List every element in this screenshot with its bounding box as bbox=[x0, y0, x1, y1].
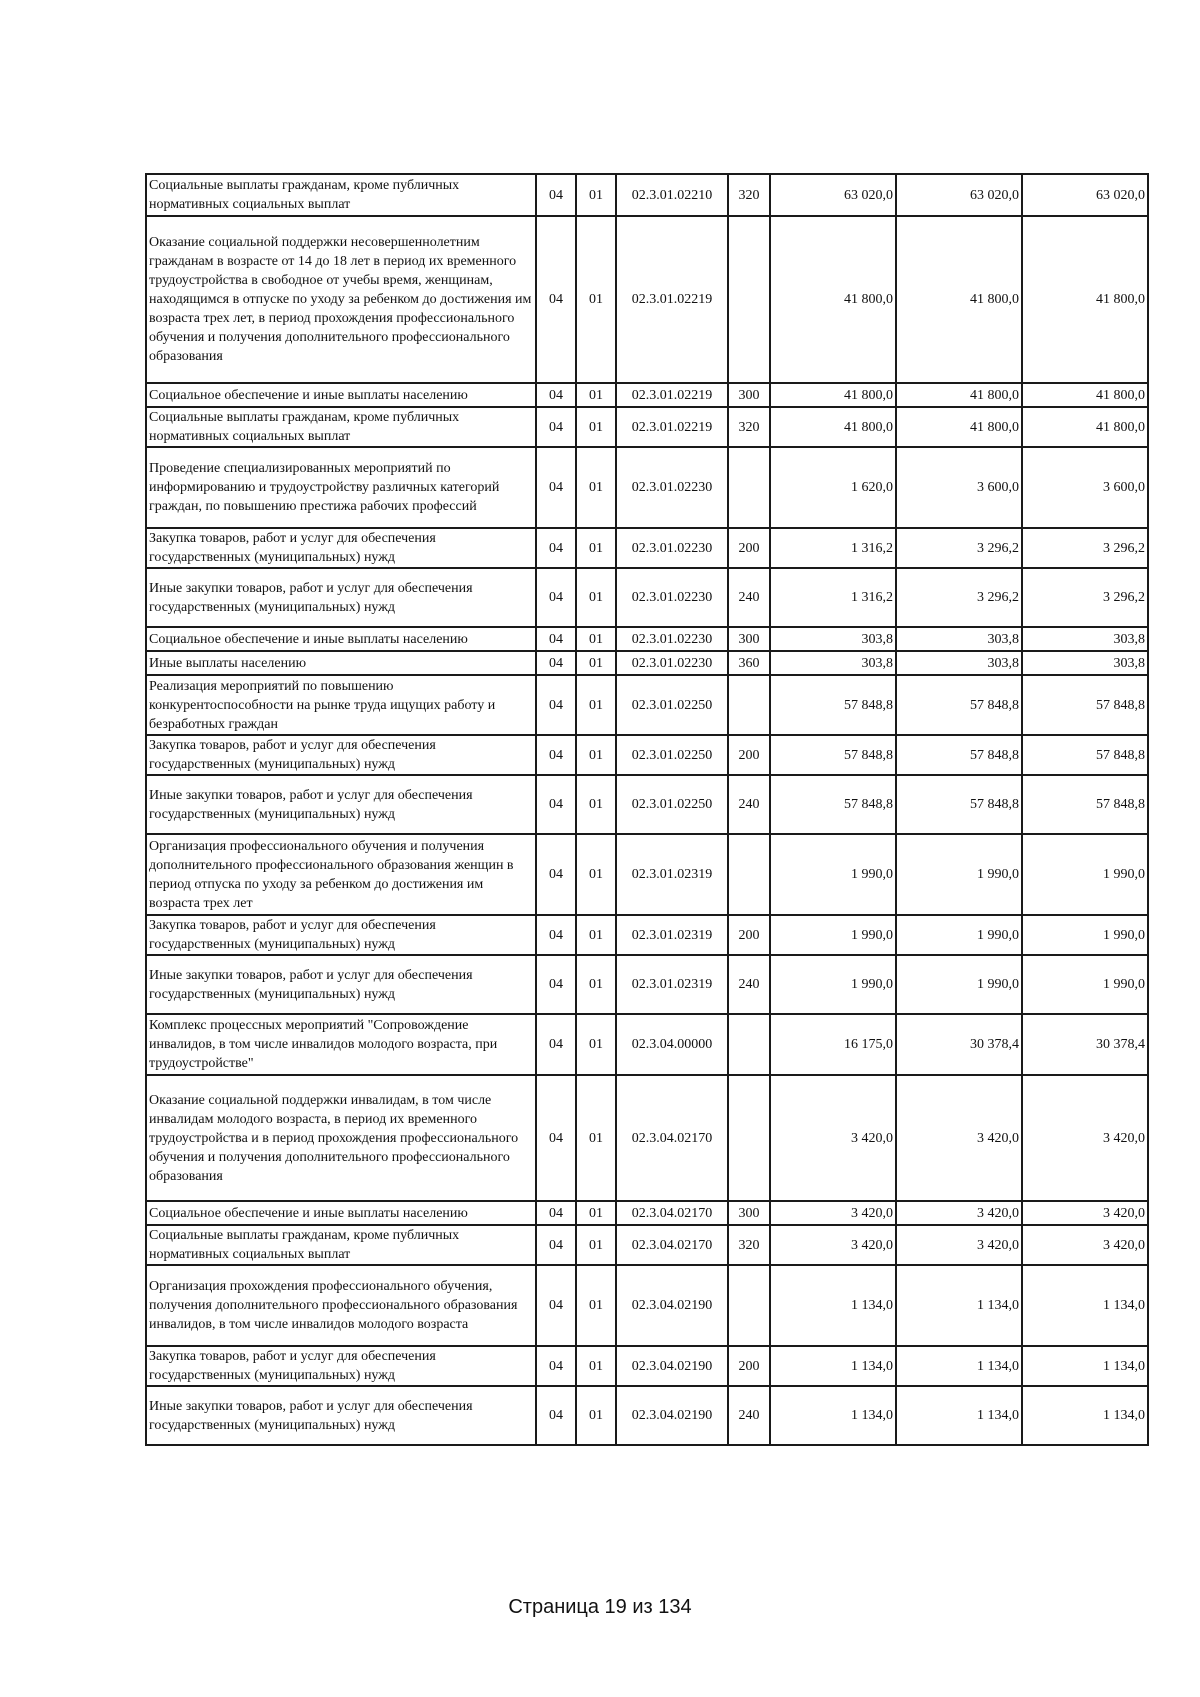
row-section: 04 bbox=[536, 1265, 576, 1346]
row-amount-1: 41 800,0 bbox=[770, 216, 896, 383]
row-target-code: 02.3.04.02190 bbox=[616, 1386, 728, 1445]
row-section: 04 bbox=[536, 1014, 576, 1075]
row-subsection: 01 bbox=[576, 174, 616, 216]
row-expense-type: 200 bbox=[728, 735, 770, 775]
row-amount-3: 41 800,0 bbox=[1022, 383, 1148, 407]
row-name: Реализация мероприятий по повышению конкурентоспособности на рынке труда ищущих работу и безработных граждан bbox=[146, 675, 536, 735]
row-expense-type bbox=[728, 675, 770, 735]
row-amount-1: 57 848,8 bbox=[770, 775, 896, 834]
table-row bbox=[146, 955, 1148, 1014]
row-expense-type: 320 bbox=[728, 1225, 770, 1265]
row-expense-type bbox=[728, 1014, 770, 1075]
table-row bbox=[146, 1346, 1148, 1386]
row-target-code: 02.3.04.02190 bbox=[616, 1346, 728, 1386]
row-name: Закупка товаров, работ и услуг для обеспечения государственных (муниципальных) нужд bbox=[146, 1346, 536, 1386]
budget-table-body bbox=[146, 174, 1148, 1445]
row-section: 04 bbox=[536, 1201, 576, 1225]
row-amount-1: 1 134,0 bbox=[770, 1265, 896, 1346]
row-amount-2: 3 296,2 bbox=[896, 528, 1022, 568]
row-target-code: 02.3.01.02210 bbox=[616, 174, 728, 216]
row-amount-1: 1 620,0 bbox=[770, 447, 896, 528]
row-amount-2: 1 990,0 bbox=[896, 915, 1022, 955]
row-amount-2: 57 848,8 bbox=[896, 735, 1022, 775]
row-amount-3: 3 600,0 bbox=[1022, 447, 1148, 528]
row-section: 04 bbox=[536, 407, 576, 447]
row-expense-type: 300 bbox=[728, 627, 770, 651]
row-expense-type bbox=[728, 1075, 770, 1201]
row-amount-3: 3 420,0 bbox=[1022, 1075, 1148, 1201]
row-amount-2: 3 296,2 bbox=[896, 568, 1022, 627]
row-expense-type: 240 bbox=[728, 1386, 770, 1445]
table-row bbox=[146, 775, 1148, 834]
row-amount-3: 57 848,8 bbox=[1022, 675, 1148, 735]
row-subsection: 01 bbox=[576, 216, 616, 383]
row-subsection: 01 bbox=[576, 1386, 616, 1445]
row-subsection: 01 bbox=[576, 1014, 616, 1075]
row-section: 04 bbox=[536, 1225, 576, 1265]
row-expense-type bbox=[728, 216, 770, 383]
row-subsection: 01 bbox=[576, 447, 616, 528]
row-section: 04 bbox=[536, 627, 576, 651]
row-amount-3: 63 020,0 bbox=[1022, 174, 1148, 216]
row-amount-1: 303,8 bbox=[770, 651, 896, 675]
row-amount-1: 57 848,8 bbox=[770, 675, 896, 735]
row-amount-3: 1 990,0 bbox=[1022, 915, 1148, 955]
row-expense-type: 240 bbox=[728, 775, 770, 834]
row-amount-2: 41 800,0 bbox=[896, 383, 1022, 407]
row-amount-2: 41 800,0 bbox=[896, 407, 1022, 447]
row-amount-2: 3 600,0 bbox=[896, 447, 1022, 528]
row-amount-1: 57 848,8 bbox=[770, 735, 896, 775]
row-amount-1: 303,8 bbox=[770, 627, 896, 651]
row-amount-3: 57 848,8 bbox=[1022, 775, 1148, 834]
row-section: 04 bbox=[536, 528, 576, 568]
table-row bbox=[146, 407, 1148, 447]
row-amount-2: 63 020,0 bbox=[896, 174, 1022, 216]
row-name: Организация прохождения профессионального обучения, получения дополнительного профессионального образования инвалидов, в том числе инвалидов молодого возраста bbox=[146, 1265, 536, 1346]
row-amount-3: 303,8 bbox=[1022, 651, 1148, 675]
row-amount-2: 1 134,0 bbox=[896, 1386, 1022, 1445]
row-subsection: 01 bbox=[576, 1201, 616, 1225]
row-expense-type: 320 bbox=[728, 174, 770, 216]
table-row bbox=[146, 568, 1148, 627]
budget-table bbox=[145, 173, 1149, 1446]
row-amount-1: 1 990,0 bbox=[770, 955, 896, 1014]
row-subsection: 01 bbox=[576, 775, 616, 834]
row-target-code: 02.3.01.02230 bbox=[616, 627, 728, 651]
table-row bbox=[146, 447, 1148, 528]
row-section: 04 bbox=[536, 735, 576, 775]
row-target-code: 02.3.01.02250 bbox=[616, 735, 728, 775]
row-amount-1: 3 420,0 bbox=[770, 1075, 896, 1201]
row-amount-2: 3 420,0 bbox=[896, 1201, 1022, 1225]
table-row bbox=[146, 1201, 1148, 1225]
row-target-code: 02.3.01.02219 bbox=[616, 216, 728, 383]
row-amount-3: 303,8 bbox=[1022, 627, 1148, 651]
row-expense-type: 300 bbox=[728, 1201, 770, 1225]
row-section: 04 bbox=[536, 1386, 576, 1445]
row-amount-1: 16 175,0 bbox=[770, 1014, 896, 1075]
row-amount-3: 3 296,2 bbox=[1022, 568, 1148, 627]
row-subsection: 01 bbox=[576, 651, 616, 675]
row-subsection: 01 bbox=[576, 528, 616, 568]
row-section: 04 bbox=[536, 915, 576, 955]
row-name: Иные закупки товаров, работ и услуг для обеспечения государственных (муниципальных) нужд bbox=[146, 955, 536, 1014]
row-amount-3: 1 990,0 bbox=[1022, 955, 1148, 1014]
row-expense-type: 320 bbox=[728, 407, 770, 447]
row-target-code: 02.3.01.02319 bbox=[616, 834, 728, 915]
row-expense-type: 200 bbox=[728, 528, 770, 568]
row-target-code: 02.3.04.00000 bbox=[616, 1014, 728, 1075]
table-row bbox=[146, 1075, 1148, 1201]
row-amount-3: 41 800,0 bbox=[1022, 407, 1148, 447]
page-number: Страница 19 из 134 bbox=[508, 1596, 692, 1618]
row-amount-1: 3 420,0 bbox=[770, 1201, 896, 1225]
row-section: 04 bbox=[536, 834, 576, 915]
table-row bbox=[146, 174, 1148, 216]
row-expense-type: 240 bbox=[728, 955, 770, 1014]
row-expense-type: 360 bbox=[728, 651, 770, 675]
row-target-code: 02.3.04.02170 bbox=[616, 1201, 728, 1225]
row-amount-3: 57 848,8 bbox=[1022, 735, 1148, 775]
row-target-code: 02.3.01.02230 bbox=[616, 651, 728, 675]
row-name: Иные закупки товаров, работ и услуг для обеспечения государственных (муниципальных) нужд bbox=[146, 1386, 536, 1445]
row-name: Закупка товаров, работ и услуг для обеспечения государственных (муниципальных) нужд bbox=[146, 528, 536, 568]
row-target-code: 02.3.01.02230 bbox=[616, 447, 728, 528]
table-row bbox=[146, 383, 1148, 407]
row-name: Закупка товаров, работ и услуг для обеспечения государственных (муниципальных) нужд bbox=[146, 735, 536, 775]
table-row bbox=[146, 1386, 1148, 1445]
row-subsection: 01 bbox=[576, 834, 616, 915]
row-amount-3: 3 420,0 bbox=[1022, 1225, 1148, 1265]
table-row bbox=[146, 675, 1148, 735]
row-name: Социальные выплаты гражданам, кроме публичных нормативных социальных выплат bbox=[146, 407, 536, 447]
row-subsection: 01 bbox=[576, 407, 616, 447]
row-name: Организация профессионального обучения и получения дополнительного профессионального образования женщин в период отпуска по уходу за ребенком до достижения им возраста трех лет bbox=[146, 834, 536, 915]
table-row bbox=[146, 651, 1148, 675]
row-amount-3: 3 420,0 bbox=[1022, 1201, 1148, 1225]
row-amount-2: 1 990,0 bbox=[896, 834, 1022, 915]
row-expense-type: 300 bbox=[728, 383, 770, 407]
row-section: 04 bbox=[536, 568, 576, 627]
row-subsection: 01 bbox=[576, 955, 616, 1014]
row-amount-2: 303,8 bbox=[896, 627, 1022, 651]
row-name: Социальное обеспечение и иные выплаты населению bbox=[146, 1201, 536, 1225]
table-row bbox=[146, 528, 1148, 568]
row-amount-1: 1 134,0 bbox=[770, 1386, 896, 1445]
row-amount-3: 3 296,2 bbox=[1022, 528, 1148, 568]
table-row bbox=[146, 834, 1148, 915]
row-name: Иные выплаты населению bbox=[146, 651, 536, 675]
row-amount-2: 3 420,0 bbox=[896, 1225, 1022, 1265]
row-amount-1: 1 990,0 bbox=[770, 834, 896, 915]
row-target-code: 02.3.01.02319 bbox=[616, 915, 728, 955]
row-amount-1: 3 420,0 bbox=[770, 1225, 896, 1265]
row-section: 04 bbox=[536, 1075, 576, 1201]
row-name: Иные закупки товаров, работ и услуг для обеспечения государственных (муниципальных) нужд bbox=[146, 568, 536, 627]
row-amount-2: 41 800,0 bbox=[896, 216, 1022, 383]
row-subsection: 01 bbox=[576, 627, 616, 651]
row-target-code: 02.3.01.02219 bbox=[616, 383, 728, 407]
row-amount-2: 303,8 bbox=[896, 651, 1022, 675]
row-name: Оказание социальной поддержки инвалидам, в том числе инвалидам молодого возраста, в период их временного трудоустройства и в период прохождения профессионального обучения и получения дополнительного профессионального образования bbox=[146, 1075, 536, 1201]
row-target-code: 02.3.04.02190 bbox=[616, 1265, 728, 1346]
table-row bbox=[146, 915, 1148, 955]
row-section: 04 bbox=[536, 383, 576, 407]
row-section: 04 bbox=[536, 1346, 576, 1386]
row-subsection: 01 bbox=[576, 735, 616, 775]
row-target-code: 02.3.01.02230 bbox=[616, 528, 728, 568]
row-section: 04 bbox=[536, 447, 576, 528]
row-subsection: 01 bbox=[576, 383, 616, 407]
row-amount-2: 57 848,8 bbox=[896, 675, 1022, 735]
row-expense-type: 240 bbox=[728, 568, 770, 627]
row-amount-1: 1 990,0 bbox=[770, 915, 896, 955]
row-name: Комплекс процессных мероприятий "Сопровождение инвалидов, в том числе инвалидов молодого возраста, при трудоустройстве" bbox=[146, 1014, 536, 1075]
row-amount-1: 1 316,2 bbox=[770, 528, 896, 568]
row-target-code: 02.3.04.02170 bbox=[616, 1225, 728, 1265]
row-amount-3: 1 134,0 bbox=[1022, 1386, 1148, 1445]
row-section: 04 bbox=[536, 675, 576, 735]
row-target-code: 02.3.01.02230 bbox=[616, 568, 728, 627]
row-expense-type: 200 bbox=[728, 1346, 770, 1386]
row-name: Оказание социальной поддержки несовершеннолетним гражданам в возрасте от 14 до 18 лет в период их временного трудоустройства в свободное от учебы время, женщинам, находящимся в отпуске по уходу за ребенком до достижения им возраста трех лет, в период прохождения профессионального обучения и получения дополнительного профессионального образования bbox=[146, 216, 536, 383]
table-row bbox=[146, 1265, 1148, 1346]
row-expense-type: 200 bbox=[728, 915, 770, 955]
row-target-code: 02.3.01.02250 bbox=[616, 775, 728, 834]
row-amount-2: 1 134,0 bbox=[896, 1346, 1022, 1386]
row-name: Иные закупки товаров, работ и услуг для обеспечения государственных (муниципальных) нужд bbox=[146, 775, 536, 834]
row-amount-2: 1 134,0 bbox=[896, 1265, 1022, 1346]
row-name: Социальные выплаты гражданам, кроме публичных нормативных социальных выплат bbox=[146, 174, 536, 216]
row-amount-2: 1 990,0 bbox=[896, 955, 1022, 1014]
row-section: 04 bbox=[536, 651, 576, 675]
row-subsection: 01 bbox=[576, 915, 616, 955]
row-name: Проведение специализированных мероприятий по информированию и трудоустройству различных категорий граждан, по повышению престижа рабочих профессий bbox=[146, 447, 536, 528]
row-amount-1: 63 020,0 bbox=[770, 174, 896, 216]
row-target-code: 02.3.01.02250 bbox=[616, 675, 728, 735]
row-name: Социальное обеспечение и иные выплаты населению bbox=[146, 383, 536, 407]
table-row bbox=[146, 735, 1148, 775]
row-name: Социальное обеспечение и иные выплаты населению bbox=[146, 627, 536, 651]
row-amount-3: 1 134,0 bbox=[1022, 1265, 1148, 1346]
row-section: 04 bbox=[536, 216, 576, 383]
row-subsection: 01 bbox=[576, 1225, 616, 1265]
row-amount-3: 1 134,0 bbox=[1022, 1346, 1148, 1386]
row-amount-1: 1 134,0 bbox=[770, 1346, 896, 1386]
row-name: Социальные выплаты гражданам, кроме публичных нормативных социальных выплат bbox=[146, 1225, 536, 1265]
row-amount-3: 41 800,0 bbox=[1022, 216, 1148, 383]
row-subsection: 01 bbox=[576, 1346, 616, 1386]
row-subsection: 01 bbox=[576, 675, 616, 735]
row-expense-type bbox=[728, 1265, 770, 1346]
row-name: Закупка товаров, работ и услуг для обеспечения государственных (муниципальных) нужд bbox=[146, 915, 536, 955]
row-amount-2: 30 378,4 bbox=[896, 1014, 1022, 1075]
table-row bbox=[146, 1014, 1148, 1075]
row-target-code: 02.3.01.02219 bbox=[616, 407, 728, 447]
row-expense-type bbox=[728, 834, 770, 915]
row-amount-1: 41 800,0 bbox=[770, 407, 896, 447]
row-subsection: 01 bbox=[576, 1075, 616, 1201]
row-section: 04 bbox=[536, 955, 576, 1014]
row-section: 04 bbox=[536, 775, 576, 834]
row-amount-1: 1 316,2 bbox=[770, 568, 896, 627]
row-target-code: 02.3.01.02319 bbox=[616, 955, 728, 1014]
row-amount-2: 3 420,0 bbox=[896, 1075, 1022, 1201]
row-subsection: 01 bbox=[576, 568, 616, 627]
row-amount-3: 30 378,4 bbox=[1022, 1014, 1148, 1075]
row-section: 04 bbox=[536, 174, 576, 216]
row-amount-2: 57 848,8 bbox=[896, 775, 1022, 834]
row-target-code: 02.3.04.02170 bbox=[616, 1075, 728, 1201]
row-amount-1: 41 800,0 bbox=[770, 383, 896, 407]
table-row bbox=[146, 1225, 1148, 1265]
row-amount-3: 1 990,0 bbox=[1022, 834, 1148, 915]
table-row bbox=[146, 216, 1148, 383]
table-row bbox=[146, 627, 1148, 651]
row-subsection: 01 bbox=[576, 1265, 616, 1346]
row-expense-type bbox=[728, 447, 770, 528]
